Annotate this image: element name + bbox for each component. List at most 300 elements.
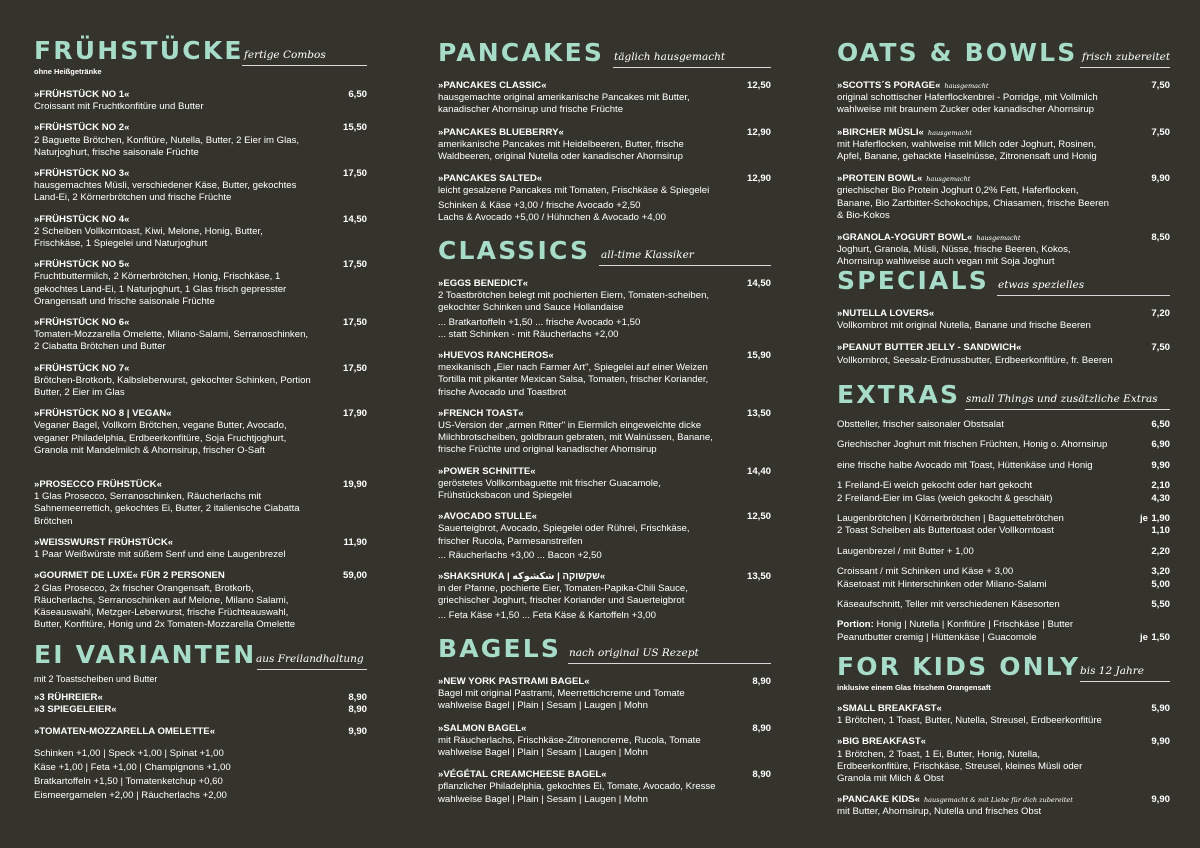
item-price: 12,90 — [746, 126, 771, 138]
item-name — [438, 80, 717, 92]
section-bagels — [438, 634, 771, 816]
menu-item — [837, 308, 1170, 332]
extras-line — [837, 599, 1170, 611]
item-list — [837, 703, 1170, 819]
item-name — [438, 769, 717, 781]
extras-price: 5,50 — [1151, 599, 1170, 611]
item-extra-line: ... Räucherlachs +3,00 ... Bacon +2,50 — [438, 549, 602, 561]
item-name — [438, 571, 717, 583]
item-description: 1 Glas Prosecco, Serranoschinken, Räucherlachs mit Sahnemeerrettich, gekochtes Ei, Butter, 2 italienische Ciabatta Brötchen — [34, 491, 300, 527]
extras-row — [837, 439, 1170, 451]
menu-item — [34, 259, 367, 308]
divider — [965, 409, 1170, 410]
extras-row — [837, 546, 1170, 558]
menu-item — [837, 342, 1170, 366]
extras-price: 5,00 — [1151, 578, 1170, 590]
item-name — [438, 723, 717, 735]
item-name — [438, 278, 717, 290]
item-extra-line: ... statt Schinken - mit Räucherlachs +2,00 — [438, 328, 619, 340]
section-title: FRÜHSTÜCKE — [34, 36, 244, 65]
item-description: mexikanisch „Eier nach Farmer Art", Spiegelei auf einer Weizen Tortilla mit pikanter Mexican Salsa, Tomaten, frischer Koriander, frische Avocado und Toastbrot — [438, 362, 709, 398]
item-name — [438, 676, 717, 688]
item-description: Joghurt, Granola, Müsli, Nüsse, frische Beeren, Kokos, Ahornsirup wahlweise auch vegan mit Soja Joghurt — [837, 244, 1071, 268]
extras-row — [837, 599, 1170, 611]
extra-line: Schinken +1,00 | Speck +1,00 | Spinat +1,00 — [34, 747, 224, 759]
extras-text: Griechischer Joghurt mit frischen Früchten, Honig o. Ahornsirup — [837, 439, 1108, 451]
extra-line: Eismeergarnelen +2,00 | Räucherlachs +2,00 — [34, 789, 227, 801]
extras-line — [837, 566, 1170, 578]
item-name-text: »FRENCH TOAST« — [438, 407, 524, 419]
item-description: hausgemachtes Müsli, verschiedener Käse, Butter, gekochtes Land-Ei, 2 Körnerbrötchen und frische Früchte — [34, 180, 297, 204]
extras-text: Obstteller, frischer saisonaler Obstsalat — [837, 419, 1004, 430]
item-description: hausgemachte original amerikanische Pancakes mit Butter, kanadischer Ahornsirup und frische Früchte — [438, 92, 690, 116]
menu-item — [438, 173, 771, 224]
extras-price: 3,20 — [1151, 566, 1170, 578]
item-name-text: »3 SPIEGELEIER« — [34, 704, 117, 716]
item-description: geröstetes Vollkornbaguette mit frischer Guacamole, Frühstücksbacon und Spiegelei — [438, 477, 661, 502]
item-name-text: »VÉGÉTAL CREAMCHEESE BAGEL« — [438, 769, 607, 781]
section-header — [837, 266, 1170, 296]
item-price: 17,50 — [342, 259, 367, 271]
item-description: Croissant mit Fruchtkonfitüre und Butter — [34, 101, 204, 113]
extras-text: 2 Freiland-Eier im Glas (weich gekocht & geschält) — [837, 492, 1053, 504]
menu-item — [34, 479, 367, 528]
extras-line — [837, 493, 1170, 505]
section-tagline: täglich hausgemacht — [614, 51, 726, 63]
section-classics — [438, 236, 771, 631]
item-price: 6,50 — [348, 89, 367, 100]
item-description: original schottischer Haferflockenbrei - Porridge, mit Vollmilch wahlweise mit braunem Zucker oder kanadischer Ahornsirup — [837, 92, 1098, 116]
extras-price: 1,90 — [1151, 513, 1170, 525]
extras-list — [837, 419, 1170, 644]
extras-je: je — [1139, 631, 1148, 643]
item-price: 7,50 — [1151, 342, 1170, 354]
item-name — [438, 127, 717, 139]
extras-text: Käseaufschnitt, Teller mit verschiedenen Käsesorten — [837, 599, 1060, 611]
item-price: 59,00 — [342, 570, 367, 582]
item-extra-line: Lachs & Avocado +5,00 / Hühnchen & Avocado +4,00 — [438, 211, 666, 223]
item-name-text: »FRÜHSTÜCK NO 7« — [34, 362, 130, 374]
menu-item — [34, 570, 367, 631]
extras-list — [34, 747, 367, 803]
menu-item — [34, 408, 367, 457]
item-list — [837, 80, 1170, 269]
section-tagline: bis 12 Jahre — [1080, 665, 1144, 677]
item-name-text: »SCOTTS´S PORAGE« — [837, 80, 941, 91]
item-name — [34, 479, 313, 491]
item-name-text: »BIG BREAKFAST« — [837, 736, 927, 748]
extras-row — [837, 619, 1170, 644]
item-name-text: »PANCAKE KIDS« — [837, 794, 920, 806]
menu-item — [837, 232, 1170, 269]
menu-item — [438, 80, 771, 117]
menu-item — [438, 511, 771, 562]
item-name-text: »NEW YORK PASTRAMI BAGEL« — [438, 676, 590, 687]
item-description: 1 Paar Weißwürste mit süßem Senf und eine Laugenbrezel — [34, 549, 286, 561]
menu-item — [837, 127, 1170, 164]
item-extras — [438, 610, 717, 622]
extras-line — [837, 460, 1170, 472]
item-description: 1 Brötchen, 2 Toast, 1 Ei, Butter, Honig, Nutella, Erdbeerkonfitüre, Frischkäse, Streusel, kleines Müsli oder Granola mit Milch & Obst — [837, 748, 1083, 785]
item-name-text: »EGGS BENEDICT« — [438, 278, 529, 289]
item-name — [34, 89, 313, 101]
item-name — [438, 466, 717, 478]
extras-line — [837, 525, 1170, 537]
item-description: Vollkornbrot mit original Nutella, Banane und frische Beeren — [837, 320, 1091, 332]
extras-line — [837, 513, 1170, 525]
item-name-text: »FRÜHSTÜCK NO 8 | VEGAN« — [34, 408, 172, 420]
item-description: mit Räucherlachs, Frischkäse-Zitronencreme, Rucola, Tomate wahlweise Bagel | Plain | Sesam | Laugen | Mohn — [438, 734, 701, 759]
item-price: 7,50 — [1151, 126, 1170, 138]
menu-item — [837, 173, 1170, 222]
menu-item — [34, 317, 367, 354]
section-ei-varianten — [34, 640, 367, 803]
extras-row — [837, 419, 1170, 431]
menu-item — [438, 127, 771, 164]
item-price: 17,90 — [342, 408, 367, 420]
column-left — [34, 0, 367, 848]
column-middle — [438, 0, 771, 848]
menu-item — [438, 350, 771, 399]
item-name — [837, 127, 1116, 139]
extras-line — [837, 439, 1170, 451]
item-price: 15,50 — [342, 122, 367, 134]
menu-item — [34, 89, 367, 113]
item-name-text: »FRÜHSTÜCK NO 5« — [34, 259, 130, 271]
item-price: 17,50 — [342, 317, 367, 329]
menu-item — [34, 704, 367, 716]
extras-price: 2,10 — [1151, 480, 1170, 492]
section-subtitle: ohne Heißgetränke — [34, 67, 102, 76]
item-description: US-Version der „armen Ritter" in Eiermilch eingeweichte dicke Milchbrotscheiben, goldbraun gebraten, mit Walnüssen, Banane, frische Früchte und original kanadischer Ahornsirup — [438, 420, 713, 456]
item-name — [837, 736, 1116, 748]
item-list — [34, 89, 367, 631]
section-oats — [837, 38, 1170, 279]
extras-text: Honig | Nutella | Konfitüre | Frischkäse | Butter — [876, 619, 1074, 631]
item-name-text: »FRÜHSTÜCK NO 2« — [34, 122, 130, 134]
item-note: hausgemacht — [927, 128, 972, 137]
item-list — [438, 676, 771, 806]
item-name-text: »SALMON BAGEL« — [438, 722, 527, 734]
extras-label: Portion: — [837, 619, 874, 631]
section-specials — [837, 266, 1170, 377]
section-header — [438, 38, 771, 68]
menu-item — [34, 726, 367, 738]
section-tagline: fertige Combos — [244, 49, 326, 61]
section-header — [438, 236, 771, 266]
item-name-text: »SHAKSHUKA | שקשוקה | شکشوکه« — [438, 571, 606, 583]
item-description: griechischer Bio Protein Joghurt 0,2% Fett, Haferflocken, Banane, Bio Zartbitter-Schokochips, Chiasamen, frische Beeren & Bio-Kokos — [837, 185, 1109, 221]
item-price: 13,50 — [746, 407, 771, 419]
divider — [997, 295, 1170, 296]
item-name-text: »GRANOLA-YOGURT BOWL« — [837, 232, 973, 244]
item-description: Veganer Bagel, Vollkorn Brötchen, vegane Butter, Avocado, veganer Philadelphia, Erdbeerkonfitüre, Soja Fruchtjoghurt, Granola mit Mandelmilch & Ahornsirup, frischer O-Saft — [34, 420, 287, 456]
item-name — [837, 80, 1116, 92]
extras-text: Käsetoast mit Hinterschinken oder Milano-Salami — [837, 578, 1047, 590]
section-title: EXTRAS — [837, 380, 961, 409]
extras-text: Croissant / mit Schinken und Käse + 3,00 — [837, 566, 1014, 578]
divider — [599, 265, 771, 266]
item-description: Vollkornbrot, Seesalz-Erdnussbutter, Erdbeerkonfitüre, fr. Beeren — [837, 354, 1113, 366]
item-extra-line: ... Feta Käse +1,50 ... Feta Käse & Kartoffeln +3,00 — [438, 609, 656, 621]
item-name-text: »WEISSWURST FRÜHSTÜCK« — [34, 536, 174, 548]
item-name — [34, 692, 313, 704]
item-name — [34, 537, 313, 549]
extras-line — [837, 480, 1170, 492]
menu-item — [34, 214, 367, 251]
item-price: 7,20 — [1151, 308, 1170, 319]
divider — [257, 669, 367, 670]
extras-text: 2 Toast Scheiben als Buttertoast oder Vollkorntoast — [837, 525, 1054, 537]
item-description: mit Butter, Ahornsirup, Nutella und frisches Obst — [837, 806, 1042, 818]
item-name — [34, 408, 313, 420]
divider — [568, 663, 771, 664]
item-name-text: »PROSECCO FRÜHSTÜCK« — [34, 479, 162, 491]
section-tagline: etwas spezielles — [998, 279, 1085, 291]
item-description: Tomaten-Mozzarella Omelette, Milano-Salami, Serranoschinken, 2 Ciabatta Brötchen und Butter — [34, 329, 309, 353]
extras-line — [837, 632, 1170, 644]
section-tagline: frisch zubereitet — [1082, 51, 1171, 63]
item-description: 2 Scheiben Vollkorntoast, Kiwi, Melone, Honig, Butter, Frischkäse, 1 Spiegelei und Naturjoghurt — [34, 225, 263, 250]
item-description: in der Pfanne, pochierte Eier, Tomaten-Papika-Chili Sauce, griechischer Joghurt, frischer Koriander und Sauerteigbrot — [438, 583, 688, 607]
item-price: 17,50 — [342, 362, 367, 374]
extras-line — [837, 546, 1170, 558]
item-name-text: »TOMATEN-MOZZARELLA OMELETTE« — [34, 726, 216, 738]
item-name — [34, 570, 313, 582]
item-name — [34, 259, 313, 271]
section-title: PANCAKES — [438, 38, 605, 67]
item-name-text: »PEANUT BUTTER JELLY - SANDWICH« — [837, 342, 1022, 354]
item-description: 2 Baguette Brötchen, Konfitüre, Nutella, Butter, 2 Eier im Glas, Naturjoghurt, frische saisonale Früchte — [34, 134, 300, 158]
item-name — [438, 511, 717, 523]
extras-row — [837, 566, 1170, 591]
item-name — [34, 168, 313, 180]
menu-item — [837, 703, 1170, 727]
item-extra-line: ... Bratkartoffeln +1,50 ... frische Avocado +1,50 — [438, 316, 641, 328]
item-name-text: »HUEVOS RANCHEROS« — [438, 350, 554, 362]
item-name — [837, 308, 1116, 320]
menu-item — [837, 794, 1170, 818]
item-description: mit Haferflocken, wahlweise mit Milch oder Joghurt, Rosinen, Apfel, Banane, gehackte Haselnüsse, Zitronensaft und Honig — [837, 138, 1097, 163]
item-price: 9,90 — [348, 726, 367, 738]
extras-price: 2,20 — [1151, 545, 1170, 557]
item-name — [837, 342, 1116, 354]
menu-item — [438, 466, 771, 503]
item-name — [34, 122, 313, 134]
divider — [1080, 67, 1170, 68]
item-description: Brötchen-Brotkorb, Kalbsleberwurst, gekochter Schinken, Portion Butter, 2 Eier im Glas — [34, 374, 311, 399]
item-description: pflanzlicher Philadelphia, gekochtes Ei, Tomate, Avocado, Kresse wahlweise Bagel | Plain | Sesam | Laugen | Mohn — [438, 781, 716, 805]
item-description: 2 Toastbrötchen belegt mit pochierten Eiern, Tomaten-scheiben, gekochter Schinken und Sauce Hollandaise — [438, 290, 710, 314]
menu-item — [438, 769, 771, 806]
item-extras — [438, 317, 717, 341]
item-description: leicht gesalzene Pancakes mit Tomaten, Frischkäse & Spiegelei — [438, 185, 710, 197]
divider — [613, 67, 771, 68]
section-tagline: nach original US Rezept — [569, 647, 699, 659]
section-title: OATS & BOWLS — [837, 38, 1078, 67]
section-subtitle: inklusive einem Glas frischem Orangensaft — [837, 683, 991, 692]
menu-item — [34, 537, 367, 561]
section-title: BAGELS — [438, 634, 562, 663]
section-header — [837, 380, 1170, 410]
section-title: FOR KIDS ONLY — [837, 652, 1081, 681]
item-price: 8,90 — [348, 704, 367, 716]
item-name — [438, 173, 717, 185]
section-tagline: all-time Klassiker — [601, 249, 694, 261]
item-name — [34, 214, 313, 226]
item-name-text: »PANCAKES SALTED« — [438, 173, 543, 185]
extras-price: 4,30 — [1151, 492, 1170, 504]
item-name-text: »SMALL BREAKFAST« — [837, 703, 942, 714]
item-name-text: »AVOCADO STULLE« — [438, 511, 537, 523]
item-extras — [438, 550, 717, 562]
section-extras — [837, 380, 1170, 652]
extras-je: je — [1139, 513, 1148, 525]
item-name-text: »NUTELLA LOVERS« — [837, 308, 935, 319]
item-name — [837, 794, 1116, 806]
item-list — [438, 278, 771, 622]
extras-price: 6,90 — [1151, 439, 1170, 451]
item-price: 15,90 — [746, 350, 771, 362]
item-name-text: »FRÜHSTÜCK NO 6« — [34, 317, 130, 329]
item-price: 5,90 — [1151, 703, 1170, 714]
item-name — [837, 173, 1116, 185]
item-price: 19,90 — [342, 479, 367, 491]
extras-row — [837, 480, 1170, 505]
item-description: Sauerteigbrot, Avocado, Spiegelei oder Rührei, Frischkäse, frischer Rucola, Parmesanstreifen — [438, 523, 690, 547]
item-name — [34, 704, 313, 716]
item-price: 9,90 — [1151, 173, 1170, 185]
menu-item — [438, 676, 771, 713]
extras-text: Laugenbrezel / mit Butter + 1,00 — [837, 545, 974, 557]
section-header — [34, 36, 367, 66]
menu-item — [34, 692, 367, 704]
section-fruehstuecke — [34, 36, 367, 640]
section-title: EI VARIANTEN — [34, 640, 257, 669]
item-description: amerikanische Pancakes mit Heidelbeeren, Butter, frische Waldbeeren, original Nutella oder kanadischer Ahornsirup — [438, 138, 684, 163]
column-right — [837, 0, 1170, 848]
item-list — [837, 308, 1170, 367]
item-price: 14,50 — [342, 213, 367, 225]
item-extras — [438, 200, 717, 224]
section-header — [837, 38, 1170, 68]
item-price: 12,50 — [746, 511, 771, 523]
item-price: 7,50 — [1151, 80, 1170, 91]
item-name — [438, 350, 717, 362]
item-price: 14,40 — [746, 465, 771, 477]
item-name — [837, 703, 1116, 715]
extra-line: Käse +1,00 | Feta +1,00 | Champignons +1,00 — [34, 761, 231, 773]
item-name-text: »PANCAKES BLUEBERRY« — [438, 126, 564, 138]
item-description: 1 Brötchen, 1 Toast, Butter, Nutella, Streusel, Erdbeerkonfitüre — [837, 715, 1102, 727]
extras-line — [837, 419, 1170, 431]
menu-item — [438, 571, 771, 622]
extras-row — [837, 460, 1170, 472]
item-note: hausgemacht — [926, 175, 971, 184]
item-price: 12,90 — [746, 173, 771, 185]
section-kids — [837, 652, 1170, 828]
menu-item — [438, 278, 771, 341]
menu-item — [837, 80, 1170, 117]
item-name-text: »FRÜHSTÜCK NO 3« — [34, 168, 130, 180]
item-price: 9,90 — [1151, 794, 1170, 806]
item-price: 8,50 — [1151, 232, 1170, 244]
extras-price: 1,50 — [1151, 631, 1170, 643]
section-tagline: aus Freilandhaltung — [256, 653, 364, 665]
extras-price: 1,10 — [1151, 525, 1170, 537]
extras-text: Peanutbutter cremig | Hüttenkäse | Guacomole — [837, 631, 1037, 643]
menu-item — [34, 168, 367, 205]
item-name-text: »PROTEIN BOWL« — [837, 173, 923, 185]
menu-item — [34, 122, 367, 159]
item-name — [438, 408, 717, 420]
item-name-text: »FRÜHSTÜCK NO 1« — [34, 89, 130, 100]
item-name-text: »BIRCHER MÜSLI« — [837, 126, 924, 138]
menu-item — [438, 408, 771, 457]
item-note: hausgemacht & mit Liebe für dich zubereitet — [924, 796, 1073, 805]
item-price: 11,90 — [343, 536, 367, 548]
item-name-text: »PANCAKES CLASSIC« — [438, 80, 547, 91]
item-note: hausgemacht — [944, 82, 989, 90]
extras-price: 6,50 — [1151, 419, 1170, 430]
item-price: 12,50 — [746, 80, 771, 91]
item-name-text: »POWER SCHNITTE« — [438, 465, 536, 477]
item-description: Bagel mit original Pastrami, Meerrettichcreme und Tomate wahlweise Bagel | Plain | Sesam | Laugen | Mohn — [438, 688, 685, 712]
section-header — [438, 634, 771, 664]
item-name — [837, 232, 1116, 244]
section-tagline: small Things und zusätzliche Extras — [966, 393, 1158, 405]
extra-line: Bratkartoffeln +1,50 | Tomatenketchup +0,60 — [34, 775, 223, 787]
item-name-text: »FRÜHSTÜCK NO 4« — [34, 213, 130, 225]
item-note: hausgemacht — [976, 234, 1021, 243]
divider — [242, 65, 367, 66]
item-price: 8,90 — [752, 676, 771, 687]
item-price: 8,90 — [752, 769, 771, 781]
section-header — [837, 652, 1170, 682]
section-subtitle: mit 2 Toastscheiben und Butter — [34, 674, 158, 684]
item-price: 9,90 — [1151, 736, 1170, 748]
item-name-text: »3 RÜHREIER« — [34, 692, 103, 703]
item-name — [34, 363, 313, 375]
extras-text: 1 Freiland-Ei weich gekocht oder hart gekocht — [837, 480, 1033, 492]
section-title: SPECIALS — [837, 266, 989, 295]
item-description: 2 Glas Prosecco, 2x frischer Orangensaft, Brotkorb, Räucherlachs, Serranoschinken auf Melone, Milano Salami, Käseauswahl, Metzger-Leberwurst, frische Früchteauswahl, Butter, Konfitüre, Honig und 2x Tomaten-Mozzarella Omelette — [34, 582, 296, 631]
menu-item — [438, 723, 771, 760]
section-title: CLASSICS — [438, 236, 591, 265]
item-list — [438, 80, 771, 224]
item-description: Fruchtbuttermilch, 2 Körnerbrötchen, Honig, Frischkäse, 1 gekochtes Land-Ei, 1 Naturjoghurt, 1 Glas frisch gepresster Orangensaft und frische saisonale Früchte — [34, 271, 287, 307]
menu-item — [34, 363, 367, 400]
divider — [1080, 681, 1170, 682]
extras-text: eine frische halbe Avocado mit Toast, Hüttenkäse und Honig — [837, 459, 1093, 471]
item-extra-line: Schinken & Käse +3,00 / frische Avocado +2,50 — [438, 199, 641, 211]
section-pancakes — [438, 38, 771, 234]
menu-item — [837, 736, 1170, 785]
extras-text: Laugenbrötchen | Körnerbrötchen | Baguettebrötchen — [837, 513, 1064, 525]
item-name-text: »GOURMET DE LUXE« FÜR 2 PERSONEN — [34, 570, 225, 582]
item-price: 8,90 — [752, 722, 771, 734]
item-price: 8,90 — [348, 692, 367, 703]
item-list — [34, 692, 367, 739]
item-price: 17,50 — [342, 168, 367, 180]
section-header — [34, 640, 367, 670]
item-price: 13,50 — [746, 571, 771, 583]
extras-line — [837, 579, 1170, 591]
item-name — [34, 317, 313, 329]
extras-line — [837, 619, 1170, 631]
extras-row — [837, 513, 1170, 538]
item-name — [34, 726, 313, 738]
